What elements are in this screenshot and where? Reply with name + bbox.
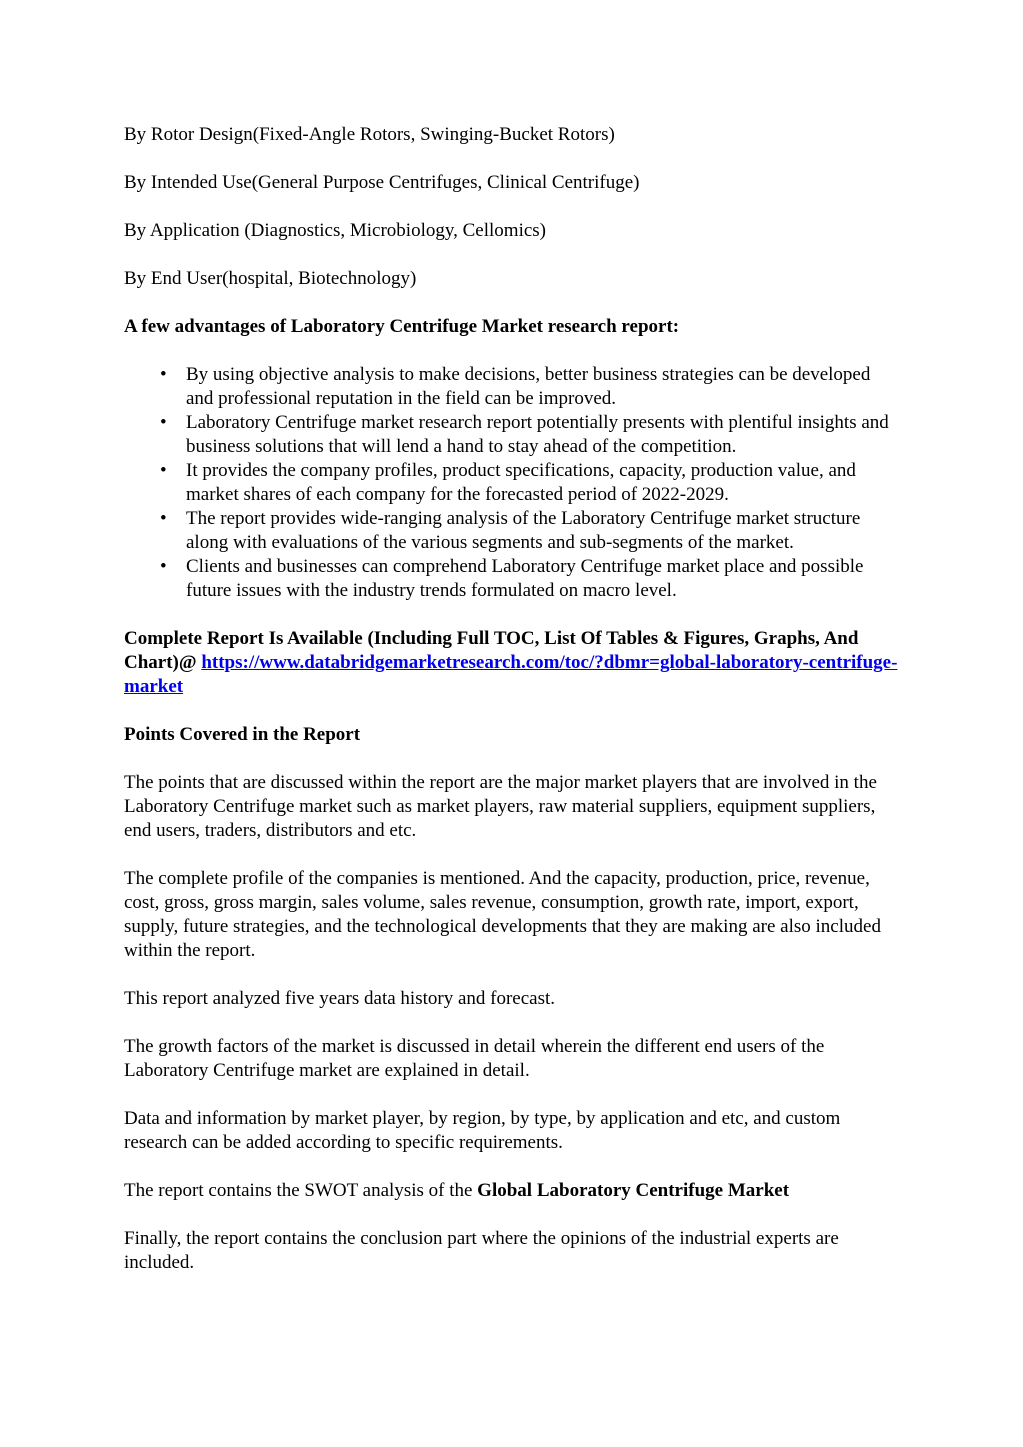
swot-market-name: Global Laboratory Centrifuge Market <box>477 1180 790 1201</box>
complete-report-text: Complete Report Is Available (Including Full TOC, List Of Tables & Figures, Graphs, And Chart)@ <box>124 628 859 673</box>
advantages-list <box>124 363 899 603</box>
document-page <box>124 123 899 1299</box>
list-item: • By using objective analysis to make decisions, better business strategies can be developed and professional reputation in the field can be improved. <box>186 363 899 411</box>
complete-report-paragraph <box>124 627 899 699</box>
swot-prefix: The report contains the SWOT analysis of the <box>124 1180 478 1201</box>
points-paragraph-growth: The growth factors of the market is discussed in detail wherein the different end users of the Laboratory Centrifuge market are explained in detail. <box>124 1036 825 1081</box>
list-item: • The report provides wide-ranging analysis of the Laboratory Centrifuge market structure along with evaluations of the various segments and sub-segments of the market. <box>186 507 899 555</box>
list-item: • Laboratory Centrifuge market research report potentially presents with plentiful insights and business solutions that will lend a hand to stay ahead of the competition. <box>186 411 899 459</box>
conclusion-paragraph: Finally, the report contains the conclusion part where the opinions of the industrial experts are included. <box>124 1228 839 1273</box>
points-paragraph-history: This report analyzed five years data history and forecast. <box>124 988 556 1009</box>
list-item: • Clients and businesses can comprehend Laboratory Centrifuge market place and possible future issues with the industry trends formulated on macro level. <box>186 555 899 603</box>
advantages-heading: A few advantages of Laboratory Centrifuge Market research report: <box>124 316 680 337</box>
list-item: • It provides the company profiles, product specifications, capacity, production value, and market shares of each company for the forecasted period of 2022-2029. <box>186 459 899 507</box>
points-paragraph-custom: Data and information by market player, by region, by type, by application and etc, and custom research can be added according to specific requirements. <box>124 1108 841 1153</box>
points-heading: Points Covered in the Report <box>124 724 361 745</box>
segment-intended-use: By Intended Use(General Purpose Centrifuges, Clinical Centrifuge) <box>124 172 640 193</box>
swot-paragraph <box>124 1179 899 1203</box>
segment-rotor-design: By Rotor Design(Fixed-Angle Rotors, Swinging-Bucket Rotors) <box>124 124 615 145</box>
points-paragraph-players: The points that are discussed within the report are the major market players that are involved in the Laboratory Centrifuge market such as market players, raw material suppliers, equipment suppliers, end users, traders, distributors and etc. <box>124 772 877 841</box>
points-paragraph-profile: The complete profile of the companies is mentioned. And the capacity, production, price, revenue, cost, gross, gross margin, sales volume, sales revenue, consumption, growth rate, import, export, supply, future strategies, and the technological developments that they are making are also included within the report. <box>124 868 881 961</box>
report-toc-link[interactable]: https://www.databridgemarketresearch.com/toc/?dbmr=global-laboratory-centrifuge-market <box>124 652 898 697</box>
segment-end-user: By End User(hospital, Biotechnology) <box>124 268 417 289</box>
segment-application: By Application (Diagnostics, Microbiology, Cellomics) <box>124 220 546 241</box>
